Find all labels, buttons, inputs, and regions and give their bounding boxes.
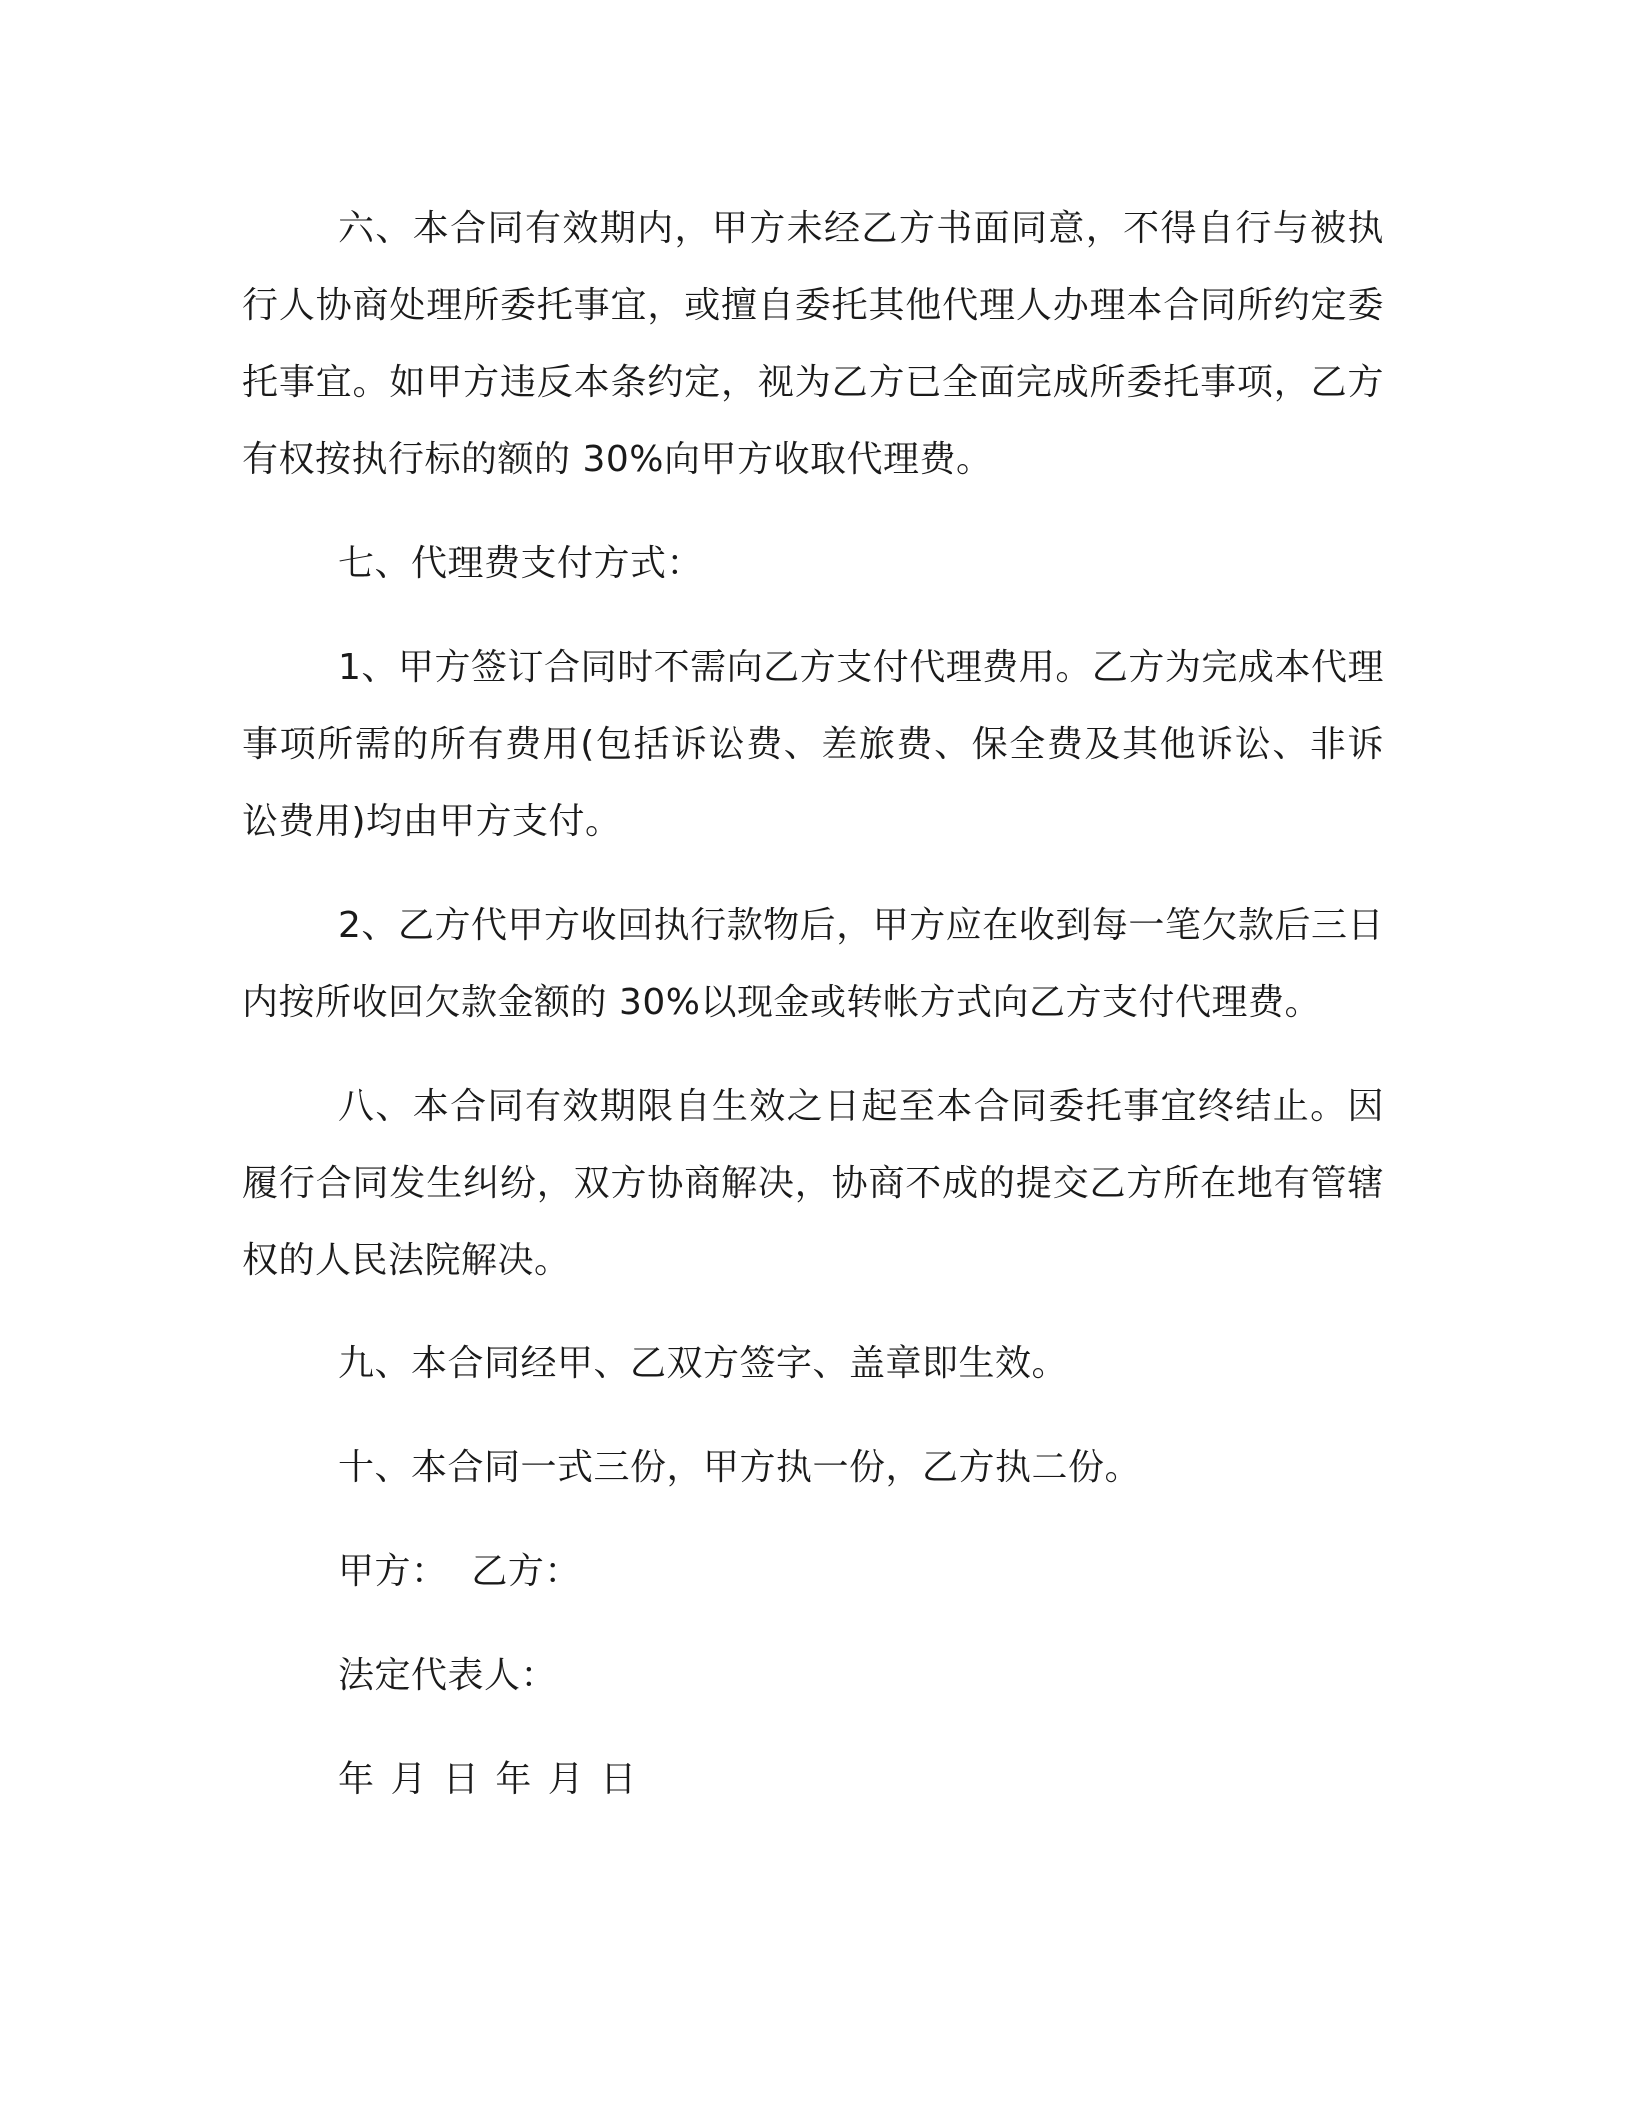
- clause-7-item-2: 2、乙方代甲方收回执行款物后，甲方应在收到每一笔欠款后三日内按所收回欠款金额的 30%以现金或转帐方式向乙方支付代理费。: [242, 905, 1384, 1023]
- clause-10: 十、本合同一式三份，甲方执一份，乙方执二份。: [338, 1447, 1142, 1488]
- party-signature-line: 甲方： 乙方：: [338, 1551, 581, 1592]
- clause-7-item-1: 1、甲方签订合同时不需向乙方支付代理费用。乙方为完成本代理事项所需的所有费用(包括诉讼费、差旅费、保全费及其他诉讼、非诉讼费用)均由甲方支付。: [242, 647, 1384, 842]
- document-body: [242, 190, 1384, 1818]
- clause-6: 六、本合同有效期内，甲方未经乙方书面同意，不得自行与被执行人协商处理所委托事宜，或擅自委托其他代理人办理本合同所约定委托事宜。如甲方违反本条约定，视为乙方已全面完成所委托事项，乙方有权按执行标的额的 30%向甲方收取代理费。: [242, 208, 1384, 480]
- legal-representative-line: 法定代表人：: [338, 1655, 558, 1696]
- clause-9: 九、本合同经甲、乙双方签字、盖章即生效。: [338, 1343, 1069, 1384]
- date-line: 年 月 日 年 月 日: [338, 1759, 637, 1800]
- clause-7-heading: 七、代理费支付方式：: [338, 543, 704, 584]
- clause-8: 八、本合同有效期限自生效之日起至本合同委托事宜终结止。因履行合同发生纠纷，双方协商解决，协商不成的提交乙方所在地有管辖权的人民法院解决。: [242, 1086, 1384, 1281]
